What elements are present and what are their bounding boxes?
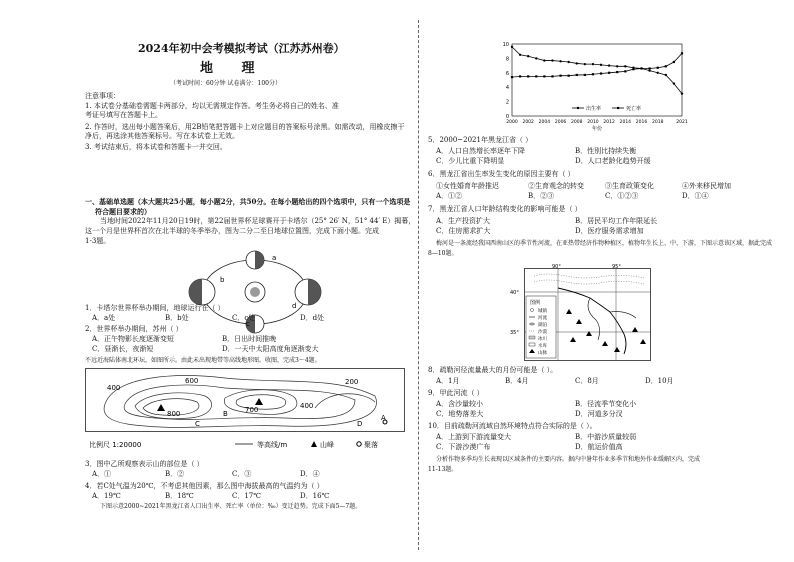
contour-label-600: 600	[185, 377, 199, 385]
data-point	[673, 82, 675, 84]
note-line: 净后，再选涂其他答案标号。写在本试卷上无效。	[85, 132, 239, 140]
q7-option-a[interactable]: A．生产投资扩大	[436, 217, 491, 225]
q4-option-d[interactable]: D．16℃	[300, 492, 330, 500]
x-tick-label: 2010	[587, 120, 599, 125]
data-point	[608, 64, 610, 66]
legend-peak-icon	[311, 441, 317, 447]
data-point	[535, 57, 537, 59]
y-tick-label: 0	[505, 114, 509, 120]
data-point	[640, 67, 642, 69]
q10-option-b[interactable]: B．中游沙质量较弱	[575, 433, 637, 441]
passage-line: 1-3题。	[85, 237, 111, 245]
contour-label-400: 400	[107, 384, 121, 392]
data-point	[665, 74, 667, 76]
legend-peak: 山峰	[320, 441, 334, 449]
data-point	[592, 63, 594, 65]
question-8-stem: 8．疏勒河径流量最大的月份可能是（ ）。	[428, 366, 558, 374]
q10-option-d[interactable]: D．航运价值高	[575, 443, 623, 451]
point-b: B	[223, 410, 228, 418]
passage-line: 8—10题。	[428, 250, 458, 257]
q6-option-a[interactable]: A．①②	[436, 192, 463, 200]
data-point	[576, 74, 578, 76]
data-point	[568, 75, 570, 77]
data-point	[673, 61, 675, 63]
question-6-stem: 6．黑龙江省出生率发生变化的原因主要有（ ）	[428, 170, 575, 178]
legend-birth-marker	[577, 107, 579, 109]
question-2-stem: 2．世界杯举办期间，苏州（ ）	[85, 325, 183, 333]
x-tick-label: 2016	[635, 120, 648, 125]
question-10-stem: 10．目前疏勒河流域自然环境特点符合实际的是（ ）。	[428, 422, 597, 430]
data-point	[511, 46, 513, 48]
legend-mountain: 山脉	[538, 351, 547, 356]
contour-label-400: 400	[300, 402, 314, 410]
data-point	[657, 67, 659, 69]
q10-option-a[interactable]: A．上游到下游流量变大	[436, 433, 512, 441]
data-point	[600, 64, 602, 66]
q5-option-b[interactable]: B．性别比持续失衡	[575, 147, 637, 155]
orbit-label-d: d	[292, 302, 297, 310]
q8-option-b[interactable]: B．4月	[505, 377, 529, 385]
data-point	[681, 52, 683, 54]
data-point	[592, 73, 594, 75]
y-tick-label: 10	[502, 42, 509, 48]
x-tick-label: 2006	[554, 120, 567, 125]
data-point	[632, 68, 634, 70]
section-heading: 一、基础单选题（本大题共25小题，每小题2分，共50分。在每小题给出的四个选项中，只有一个选项是	[85, 197, 411, 206]
passage-line: 11-13题。	[428, 466, 458, 473]
question-3-stem: 3．图中乙所观察表示山的部位是（ ）	[85, 460, 204, 468]
legend-contour: 等高线/m	[257, 441, 288, 449]
data-point	[527, 55, 529, 57]
legend-reservoir: 水库	[538, 344, 547, 349]
orbit-label-a: a	[272, 254, 277, 262]
latitude-label: 35°	[510, 330, 519, 336]
x-tick-label: 2000	[506, 120, 518, 125]
legend-village-icon	[357, 442, 361, 446]
earth-position-top	[246, 251, 264, 269]
data-point	[543, 75, 545, 77]
q6-item-4: ④外来移民增加	[682, 182, 731, 190]
q1-option-b[interactable]: B．b处	[165, 314, 189, 322]
contour-label-200: 200	[345, 378, 359, 386]
data-point	[559, 75, 561, 77]
series-line-birth-rate	[512, 47, 682, 94]
q3-option-a[interactable]: A．①	[92, 470, 112, 478]
question-7-stem: 7．黑龙江省人口年龄结构变化的影响可能是（ ）	[428, 205, 582, 213]
q2-option-d[interactable]: D．一天中太阳高度角逐渐变大	[222, 345, 319, 353]
data-point	[616, 71, 618, 73]
q9-option-c[interactable]: C．地势落差大	[436, 410, 484, 418]
data-point	[624, 65, 626, 67]
legend-river: 河流	[538, 316, 547, 321]
q9-option-d[interactable]: D．河道多分汊	[575, 410, 623, 418]
y-tick-label: 6	[505, 70, 509, 77]
point-c: C	[195, 420, 200, 428]
notes-heading: 注意事项：	[85, 92, 120, 100]
question-5-stem: 5．2000~2021年黑龙江省（ ）	[428, 136, 533, 144]
data-point	[543, 59, 545, 61]
q6-option-b[interactable]: B．②③	[528, 192, 555, 200]
earth-position-left	[189, 279, 215, 305]
chart-intro: 下图示意2000~2021年黑龙江省人口出生率、死亡率（单位：‰）变迁趋势。完成下面5—7题。	[100, 503, 362, 510]
q10-option-c[interactable]: C．下游沙漠广布	[436, 443, 491, 451]
data-point	[519, 54, 521, 56]
passage-line: 当地时间2022年11月20日19时，第22届世界杯足球赛开于卡塔尔（25° 26′ N，51° 44′ E）揭幕，	[100, 217, 416, 225]
passage-line: 梅河是一条流经我国西南山区的季节性河流，在亚热带经济作物种植区，植物年生长上、中、下游，下图示意该区域，据此完成	[436, 240, 773, 247]
earth-position-right	[295, 279, 321, 305]
data-point	[511, 76, 513, 78]
data-point	[576, 62, 578, 64]
section-heading-2: 符合题目要求的）	[95, 207, 151, 216]
data-point	[648, 69, 650, 71]
question-1-stem: 1．卡塔尔世界杯举办期间，地球运行在（ ）	[85, 304, 225, 312]
contour-intro: 不远近海陆体南北环坛，如图所示。由此未出现地带等高线地形图。收图，完成3～4题。	[85, 357, 321, 364]
earth-orbit-diagram	[180, 246, 330, 338]
question-9-stem: 9．甲此河流（ ）	[428, 389, 484, 397]
q6-item-3: ③生育政策变化	[605, 182, 654, 190]
contour-label-800: 800	[167, 410, 181, 418]
q2-option-a[interactable]: A．正午物影长度逐渐变短	[92, 335, 175, 343]
q5-option-a[interactable]: A．人口自然增长率逐年下降	[436, 147, 526, 155]
q7-option-d[interactable]: D．医疗服务需求增加	[575, 227, 644, 235]
legend-death-label: 死亡率	[626, 106, 642, 112]
data-point	[519, 75, 521, 77]
data-point	[584, 63, 586, 65]
q6-item-2: ②生育观念的转变	[528, 182, 584, 190]
q5-option-d[interactable]: D．人口老龄化趋势开缓	[575, 157, 651, 165]
data-point	[681, 92, 683, 94]
data-point	[551, 75, 553, 77]
data-point	[584, 74, 586, 76]
question-4-stem: 4．若C处气温为20℃，不考虑其他因素，那么图中海拔最高的气温约为（ ）	[85, 482, 324, 490]
x-axis-label: 年份	[591, 126, 603, 132]
data-point	[559, 60, 561, 62]
passage-line: 分析作物多季均生长表现以区域条件的主要内容。据内中暑年作业多季节和地外作业缓解区内，完成	[436, 456, 701, 463]
point-a: A	[381, 414, 386, 422]
passage-line: 这一个月是世界杯首次在北半球的冬季举办，图为二分二至日地球位置图，完成下面小题。完成	[85, 227, 379, 235]
q4-option-a[interactable]: A．19℃	[92, 492, 121, 500]
subject-title: 地 理	[200, 61, 267, 76]
data-point	[535, 75, 537, 77]
q1-option-a[interactable]: A．a处	[92, 314, 116, 322]
legend-glacier: 冰川	[538, 337, 547, 342]
q9-option-a[interactable]: A．含沙量较小	[436, 400, 484, 408]
note-line: 考证号填写在答题卡上。	[85, 111, 162, 119]
legend-town: 城镇	[538, 309, 547, 314]
legend-birth-label: 出生率	[586, 106, 602, 112]
q3-option-b[interactable]: B．②	[165, 470, 185, 478]
y-tick-label: 8	[505, 56, 509, 63]
data-point	[608, 72, 610, 74]
legend-scale: 比例尺 1:20000	[89, 441, 142, 449]
q9-option-b[interactable]: B．径流季节变化小	[575, 400, 637, 408]
latitude-label: 40°	[510, 290, 519, 296]
q5-option-c[interactable]: C．少儿比重下降明显	[436, 157, 505, 165]
column-divider	[418, 20, 419, 550]
note-line: 2. 作答时，选出每小题答案后，用2B铅笔把答题卡上对应题目的答案标号涂黑。如需改动，用橡皮擦干	[85, 123, 405, 131]
q3-option-c[interactable]: C．③	[232, 470, 252, 478]
q3-option-d[interactable]: D．④	[300, 470, 320, 478]
contour-map	[85, 368, 405, 454]
river-basin-map	[506, 262, 656, 362]
longitude-label: 90°	[552, 264, 561, 270]
data-point	[616, 65, 618, 67]
y-tick-label: 2	[505, 99, 509, 106]
x-tick-label: 2012	[603, 120, 615, 125]
note-line: 3. 考试结束后，将本试卷和答题卡一并交回。	[85, 143, 227, 151]
x-tick-label: 2008	[571, 120, 583, 125]
data-point	[600, 72, 602, 74]
q2-option-c[interactable]: C．昼渐长，夜渐短	[92, 345, 154, 353]
legend-lake: 湖泊	[538, 323, 547, 328]
data-point	[657, 72, 659, 74]
q8-option-a[interactable]: A．1月	[436, 377, 460, 385]
legend-desert: 沙漠	[538, 330, 547, 335]
x-tick-label: 2004	[538, 120, 551, 125]
exam-title: 2024年初中会考模拟考试（江苏苏州卷）	[138, 42, 345, 55]
longitude-label: 95°	[612, 264, 621, 270]
orbit-label-c: c	[246, 320, 250, 328]
q2-option-b[interactable]: B．日出时间推晚	[222, 335, 277, 343]
exam-meta: （考试时间：60分钟 试卷满分：100分）	[170, 80, 281, 87]
q4-option-c[interactable]: C．17℃	[232, 492, 262, 500]
map-legend-title: 图例	[530, 300, 541, 306]
q7-option-c[interactable]: C．住房需求扩大	[436, 227, 491, 235]
data-point	[649, 67, 651, 69]
note-line: 1. 本试卷分基础卷需题卡两部分，均以无需规定作答。考生务必将自己的姓名、准	[85, 102, 339, 110]
data-point	[665, 65, 667, 67]
series-line-death-rate	[512, 53, 682, 77]
q6-item-1: ①女性婚育年龄推迟	[436, 182, 499, 190]
point-d: D	[357, 420, 363, 428]
x-tick-label: 2021	[676, 120, 688, 125]
q4-option-b[interactable]: B．18℃	[165, 492, 194, 500]
q7-option-b[interactable]: B．居民平均工作年限延长	[575, 217, 658, 225]
data-point	[567, 61, 569, 63]
q8-option-c[interactable]: C．8月	[575, 377, 599, 385]
q1-option-c[interactable]: C．c处	[232, 314, 256, 322]
data-point	[551, 59, 553, 61]
data-point	[624, 70, 626, 72]
x-tick-label: 2002	[522, 120, 534, 125]
birth-death-rate-chart	[498, 40, 688, 132]
data-point	[527, 75, 529, 77]
q6-option-d[interactable]: D．①④	[682, 192, 709, 200]
orbit-label-b: b	[220, 276, 225, 284]
contour-label-700: 700	[245, 406, 259, 414]
x-tick-label: 2018	[651, 120, 664, 125]
q1-option-d[interactable]: D．d处	[300, 314, 325, 322]
y-tick-label: 4	[505, 85, 509, 92]
legend-death-marker	[617, 107, 619, 109]
q8-option-d[interactable]: D．10月	[645, 377, 674, 385]
q6-option-c[interactable]: C．①②③	[605, 192, 639, 200]
legend-village: 聚落	[364, 441, 378, 449]
x-tick-label: 2014	[619, 120, 632, 125]
